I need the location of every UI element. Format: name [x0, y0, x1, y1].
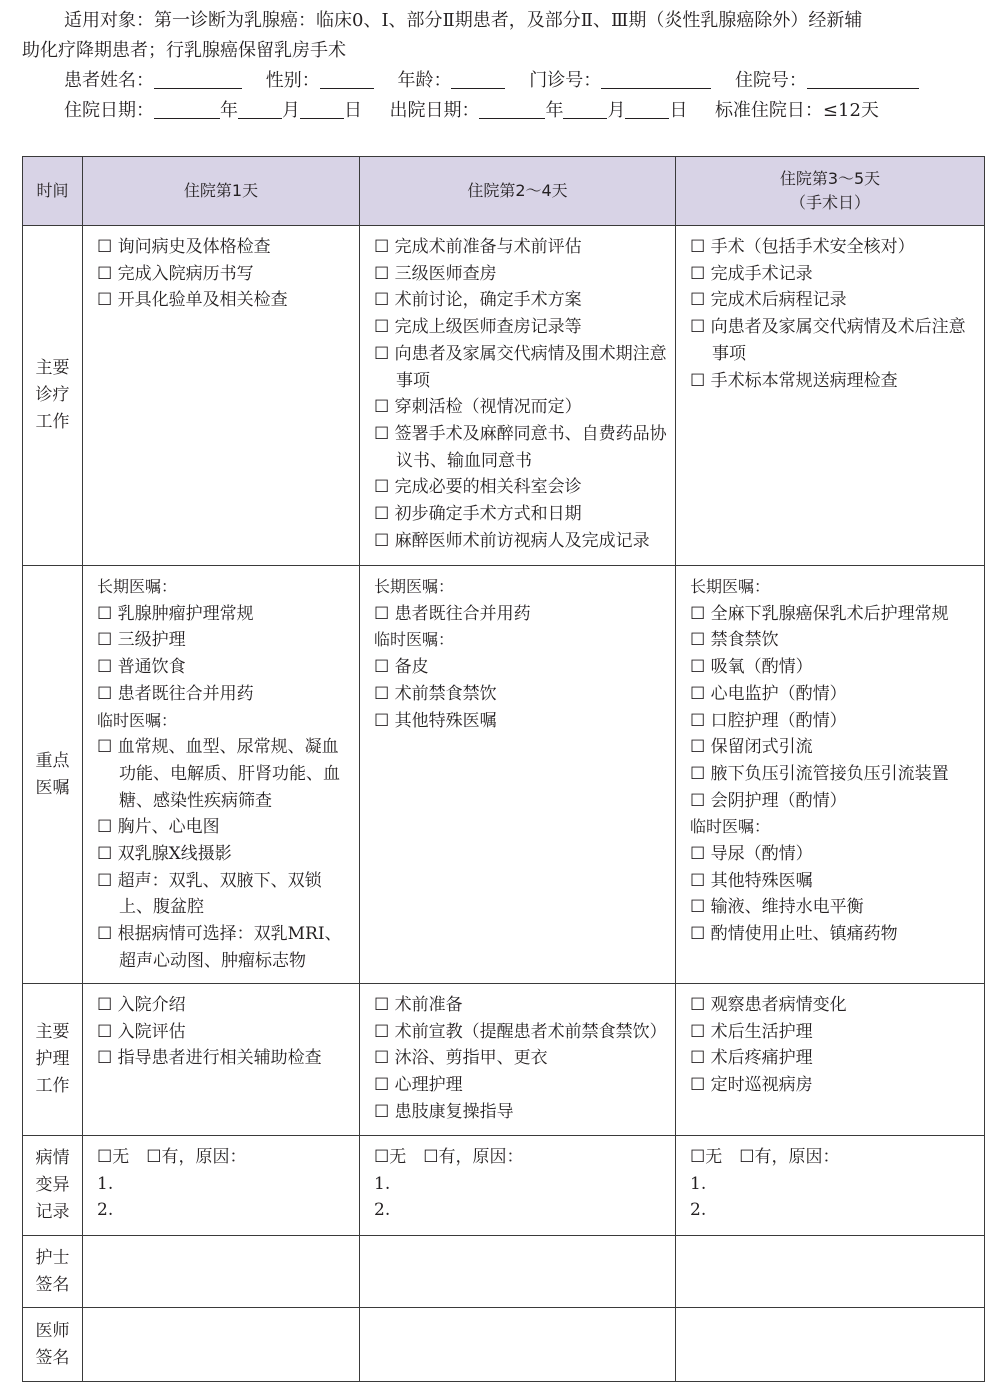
checklist-item[interactable]: ☐ 其他特殊医嘱: [690, 870, 813, 891]
row-label-nurse-sign: 护士签名: [23, 1236, 83, 1308]
nurse-sign-day2[interactable]: [360, 1236, 676, 1308]
variation-line-2: 2.: [690, 1200, 707, 1221]
checklist-item[interactable]: ☐ 患者既往合并用药: [374, 603, 531, 624]
doctor-sign-row: [23, 1308, 985, 1382]
form-intro: [22, 6, 992, 126]
checklist-item[interactable]: ☐ 术前禁食禁饮: [374, 683, 497, 704]
header-day3: [676, 157, 985, 226]
inpatient-label: 住院号：: [734, 70, 807, 91]
checklist-item[interactable]: ☐ 其他特殊医嘱: [374, 710, 497, 731]
variation-options[interactable]: ☐无 ☐有，原因：: [97, 1147, 247, 1167]
checklist-item[interactable]: ☐ 会阴护理（酌情）: [690, 790, 847, 811]
key-orders-day3: [676, 566, 985, 984]
long-term-orders-label: 长期医嘱：: [690, 577, 771, 596]
name-label: 患者姓名：: [64, 70, 154, 91]
checklist-item[interactable]: ☐ 全麻下乳腺癌保乳术后护理常规: [690, 603, 949, 624]
variation-line-1: 1.: [690, 1173, 707, 1194]
checklist-item[interactable]: ☐ 入院评估: [97, 1021, 186, 1042]
age-field[interactable]: [451, 70, 505, 89]
checklist-item[interactable]: ☐ 口腔护理（酌情）: [690, 710, 847, 731]
checklist-item[interactable]: ☐ 穿刺活检（视情况而定）: [374, 397, 582, 418]
checklist-item[interactable]: ☐ 术后生活护理: [690, 1021, 813, 1042]
variation-line-2: 2.: [97, 1200, 114, 1221]
clinic-number-field[interactable]: [601, 70, 711, 89]
checklist-item[interactable]: ☐ 导尿（酌情）: [690, 844, 813, 865]
checklist-item[interactable]: ☐ 完成手术记录: [690, 263, 813, 284]
temporary-orders-label: 临时医嘱：: [97, 710, 178, 730]
checklist-item[interactable]: ☐ 三级医师查房: [374, 263, 497, 284]
admit-label: 住院日期：: [64, 100, 154, 121]
main-work-row: [23, 226, 985, 566]
checklist-item[interactable]: ☐ 备皮: [374, 657, 429, 678]
header-day3-line2: （手术日）: [789, 193, 870, 212]
checklist-item[interactable]: ☐ 保留闭式引流: [690, 737, 813, 758]
header-day2: 住院第2～4天: [360, 157, 676, 226]
checklist-item[interactable]: ☐ 签署手术及麻醉同意书、自费药品协议书、输血同意书: [374, 423, 667, 471]
main-work-day2: [360, 226, 676, 566]
sex-label: 性别：: [265, 70, 320, 91]
doctor-sign-day3[interactable]: [676, 1308, 985, 1382]
checklist-item[interactable]: ☐ 术前讨论，确定手术方案: [374, 290, 582, 311]
checklist-item[interactable]: ☐ 定时巡视病房: [690, 1075, 813, 1096]
temporary-orders-label: 临时医嘱：: [374, 630, 455, 650]
doctor-sign-day2[interactable]: [360, 1308, 676, 1382]
variation-line-1: 1.: [374, 1173, 391, 1194]
nursing-day1: [83, 984, 360, 1136]
admit-day-field[interactable]: [300, 100, 344, 119]
key-orders-row: [23, 566, 985, 984]
checklist-item[interactable]: ☐ 向患者及家属交代病情及术后注意事项: [690, 317, 966, 364]
checklist-item[interactable]: ☐ 术前准备: [374, 995, 463, 1015]
header-day1: 住院第1天: [83, 157, 360, 226]
nurse-sign-row: [23, 1236, 985, 1308]
year-unit: 年: [220, 100, 238, 121]
nurse-sign-day3[interactable]: [676, 1236, 985, 1308]
checklist-item[interactable]: ☐ 观察患者病情变化: [690, 995, 847, 1015]
discharge-day-field[interactable]: [625, 100, 669, 119]
checklist-item[interactable]: ☐ 询问病史及体格检查: [97, 237, 271, 257]
checklist-item[interactable]: ☐ 吸氧（酌情）: [690, 657, 813, 678]
variation-day1[interactable]: [83, 1136, 360, 1236]
header-time: 时间: [23, 157, 83, 226]
nursing-row: [23, 984, 985, 1136]
patient-info-line: [22, 66, 992, 96]
admit-month-field[interactable]: [238, 100, 282, 119]
variation-line-2: 2.: [374, 1200, 391, 1221]
key-orders-day1: [83, 566, 360, 984]
discharge-year-field[interactable]: [479, 100, 545, 119]
month-unit: 月: [282, 100, 300, 121]
admit-year-field[interactable]: [154, 100, 220, 119]
sex-field[interactable]: [320, 70, 374, 89]
checklist-item[interactable]: ☐ 超声：双乳、双腋下、双锁上、腹盆腔: [97, 870, 322, 918]
checklist-item[interactable]: ☐ 输液、维持水电平衡: [690, 897, 864, 918]
checklist-item[interactable]: ☐ 酌情使用止吐、镇痛药物: [690, 924, 898, 945]
variation-day2[interactable]: [360, 1136, 676, 1236]
header-day3-line1: 住院第3～5天: [779, 169, 881, 188]
checklist-item[interactable]: ☐ 完成入院病历书写: [97, 263, 254, 284]
checklist-item[interactable]: ☐ 手术标本常规送病理检查: [690, 370, 898, 391]
nursing-day2: [360, 984, 676, 1136]
checklist-item[interactable]: ☐ 血常规、血型、尿常规、凝血功能、电解质、肝肾功能、血糖、感染性疾病筛查: [97, 737, 340, 811]
nurse-sign-day1[interactable]: [83, 1236, 360, 1308]
row-label-nursing: 主要护理工作: [23, 984, 83, 1136]
checklist-item[interactable]: ☐ 双乳腺X线摄影: [97, 844, 232, 865]
row-label-variation: 病情变异记录: [23, 1136, 83, 1236]
checklist-item[interactable]: ☐ 初步确定手术方式和日期: [374, 504, 582, 525]
main-work-day1: [83, 226, 360, 566]
checklist-item[interactable]: ☐ 开具化验单及相关检查: [97, 290, 288, 311]
variation-options[interactable]: ☐无 ☐有，原因：: [690, 1147, 840, 1167]
checklist-item[interactable]: ☐ 完成上级医师查房记录等: [374, 317, 582, 338]
checklist-item[interactable]: ☐ 心电监护（酌情）: [690, 683, 847, 704]
year-unit: 年: [545, 100, 564, 121]
clinic-label: 门诊号：: [529, 70, 602, 91]
checklist-item[interactable]: ☐ 向患者及家属交代病情及围术期注意事项: [374, 343, 667, 391]
checklist-item[interactable]: ☐ 禁食禁饮: [690, 630, 779, 651]
checklist-item[interactable]: ☐ 沐浴、剪指甲、更衣: [374, 1048, 548, 1069]
checklist-item[interactable]: ☐ 手术（包括手术安全核对）: [690, 237, 915, 257]
age-label: 年龄：: [397, 70, 452, 91]
nursing-day3: [676, 984, 985, 1136]
checklist-item[interactable]: ☐ 普通饮食: [97, 657, 186, 678]
applies-line-cont: 助化疗降期患者；行乳腺癌保留乳房手术: [22, 40, 346, 61]
inpatient-number-field[interactable]: [807, 70, 919, 89]
long-term-orders-label: 长期医嘱：: [374, 577, 455, 596]
checklist-item[interactable]: ☐ 入院介绍: [97, 995, 186, 1015]
checklist-item[interactable]: ☐ 心理护理: [374, 1075, 463, 1096]
checklist-item[interactable]: ☐ 完成术前准备与术前评估: [374, 237, 582, 257]
checklist-item[interactable]: ☐ 完成术后病程记录: [690, 290, 847, 311]
checklist-item[interactable]: ☐ 患者既往合并用药: [97, 683, 254, 704]
checklist-item[interactable]: ☐ 指导患者进行相关辅助检查: [97, 1048, 322, 1069]
variation-options[interactable]: ☐无 ☐有，原因：: [374, 1147, 524, 1167]
applies-line: 适用对象：第一诊断为乳腺癌：临床0、Ⅰ、部分Ⅱ期患者，及部分Ⅱ、Ⅲ期（炎性乳腺癌除外）经新辅: [64, 10, 863, 31]
standard-stay: 标准住院日：≤12天: [714, 100, 879, 121]
temporary-orders-label: 临时医嘱：: [690, 817, 771, 837]
checklist-item[interactable]: ☐ 腋下负压引流管接负压引流装置: [690, 763, 949, 784]
key-orders-day2: [360, 566, 676, 984]
discharge-label: 出院日期：: [389, 100, 480, 121]
checklist-item[interactable]: ☐ 乳腺肿瘤护理常规: [97, 603, 254, 624]
day-unit: 日: [669, 100, 688, 121]
variation-row: [23, 1136, 985, 1236]
checklist-item[interactable]: ☐ 胸片、心电图: [97, 817, 220, 838]
dates-line: [22, 96, 992, 126]
checklist-item[interactable]: ☐ 麻醉医师术前访视病人及完成记录: [374, 530, 650, 551]
clinical-pathway-table: [22, 156, 985, 1382]
variation-line-1: 1.: [97, 1173, 114, 1194]
variation-day3[interactable]: [676, 1136, 985, 1236]
row-label-doctor-sign: 医师签名: [23, 1308, 83, 1382]
checklist-item[interactable]: ☐ 根据病情可选择：双乳MRI、超声心动图、肿瘤标志物: [97, 924, 342, 971]
row-label-main-work: 主要诊疗工作: [23, 226, 83, 566]
checklist-item[interactable]: ☐ 术前宣教（提醒患者术前禁食禁饮）: [374, 1021, 667, 1042]
checklist-item[interactable]: ☐ 完成必要的相关科室会诊: [374, 477, 582, 498]
discharge-month-field[interactable]: [563, 100, 607, 119]
checklist-item[interactable]: ☐ 三级护理: [97, 630, 186, 651]
row-label-key-orders: 重点医嘱: [23, 566, 83, 984]
day-unit: 日: [344, 100, 362, 121]
doctor-sign-day1[interactable]: [83, 1308, 360, 1382]
main-work-day3: [676, 226, 985, 566]
long-term-orders-label: 长期医嘱：: [97, 577, 178, 596]
month-unit: 月: [607, 100, 626, 121]
checklist-item[interactable]: ☐ 患肢康复操指导: [374, 1101, 514, 1122]
header-row: [23, 157, 985, 226]
name-field[interactable]: [154, 70, 242, 89]
checklist-item[interactable]: ☐ 术后疼痛护理: [690, 1048, 813, 1069]
